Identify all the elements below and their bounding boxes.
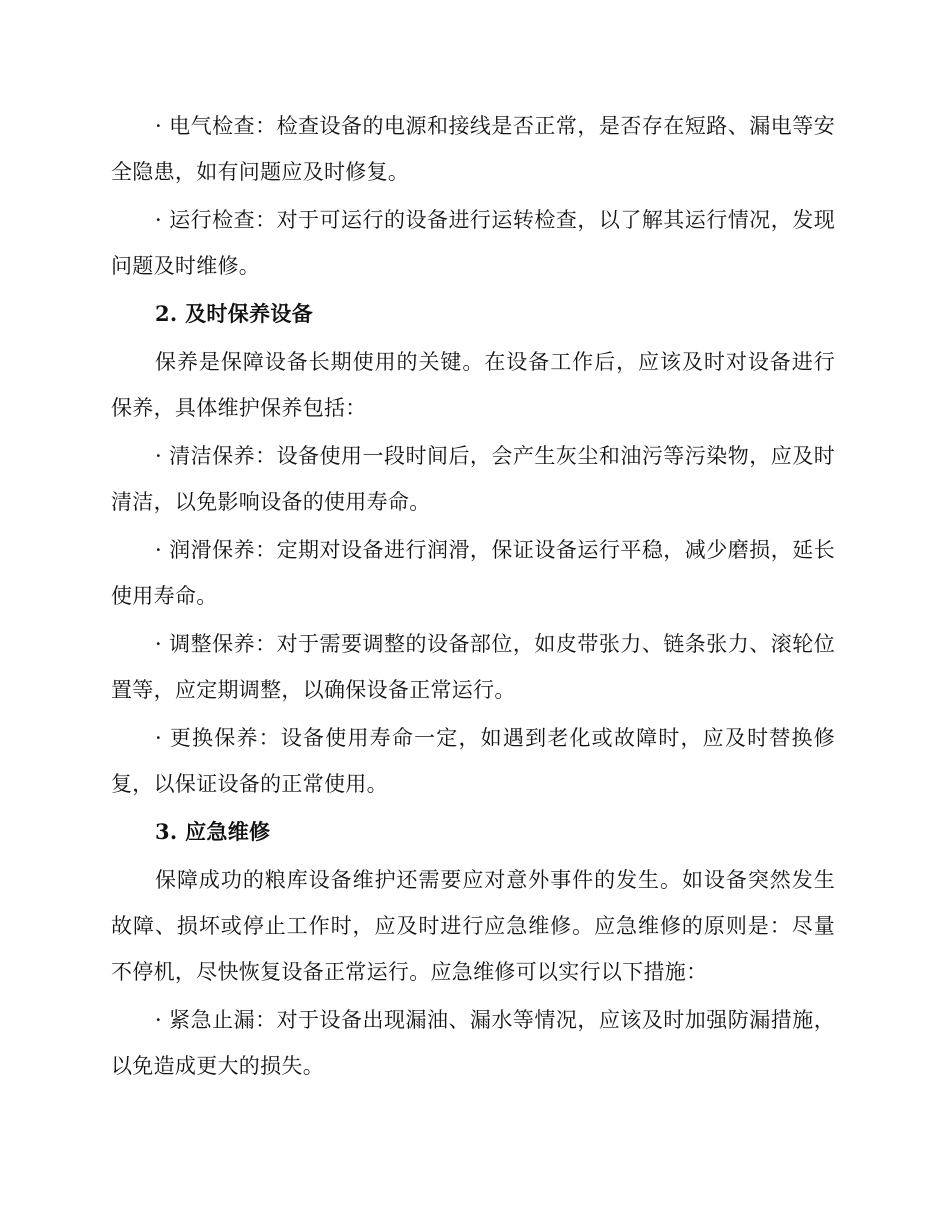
section-heading-emergency-repair: 3. 应急维修 [155, 819, 271, 844]
paragraph-operation-check: · 运行检查：对于可运行的设备进行运转检查，以了解其运行情况，发现问题及时维修。 [111, 208, 835, 278]
paragraph-emergency-intro: 保障成功的粮库设备维护还需要应对意外事件的发生。如设备突然发生故障、损坏或停止工作时，应及时进行应急维修。应急维修的原则是：尽量不停机，尽快恢复设备正常运行。应急维修可以实行以下措施： [111, 868, 835, 984]
paragraph-cleaning: · 清洁保养：设备使用一段时间后，会产生灰尘和油污等污染物，应及时清洁，以免影响设备的使用寿命。 [111, 444, 835, 514]
paragraph-leak-stop: · 紧急止漏：对于设备出现漏油、漏水等情况，应该及时加强防漏措施，以免造成更大的损失。 [111, 1008, 835, 1078]
paragraph-electrical-check: · 电气检查：检查设备的电源和接线是否正常，是否存在短路、漏电等安全隐患，如有问题应及时修复。 [111, 114, 835, 184]
paragraph-adjustment: · 调整保养：对于需要调整的设备部位，如皮带张力、链条张力、滚轮位置等，应定期调整，以确保设备正常运行。 [111, 632, 835, 702]
paragraph-lubrication: · 润滑保养：定期对设备进行润滑，保证设备运行平稳，减少磨损，延长使用寿命。 [111, 538, 835, 608]
document-body [111, 103, 835, 1091]
paragraph-maintenance-intro: 保养是保障设备长期使用的关键。在设备工作后，应该及时对设备进行保养，具体维护保养包括： [111, 350, 835, 420]
section-heading-maintenance: 2. 及时保养设备 [155, 301, 313, 326]
paragraph-replacement: · 更换保养：设备使用寿命一定，如遇到老化或故障时，应及时替换修复，以保证设备的正常使用。 [111, 726, 835, 796]
